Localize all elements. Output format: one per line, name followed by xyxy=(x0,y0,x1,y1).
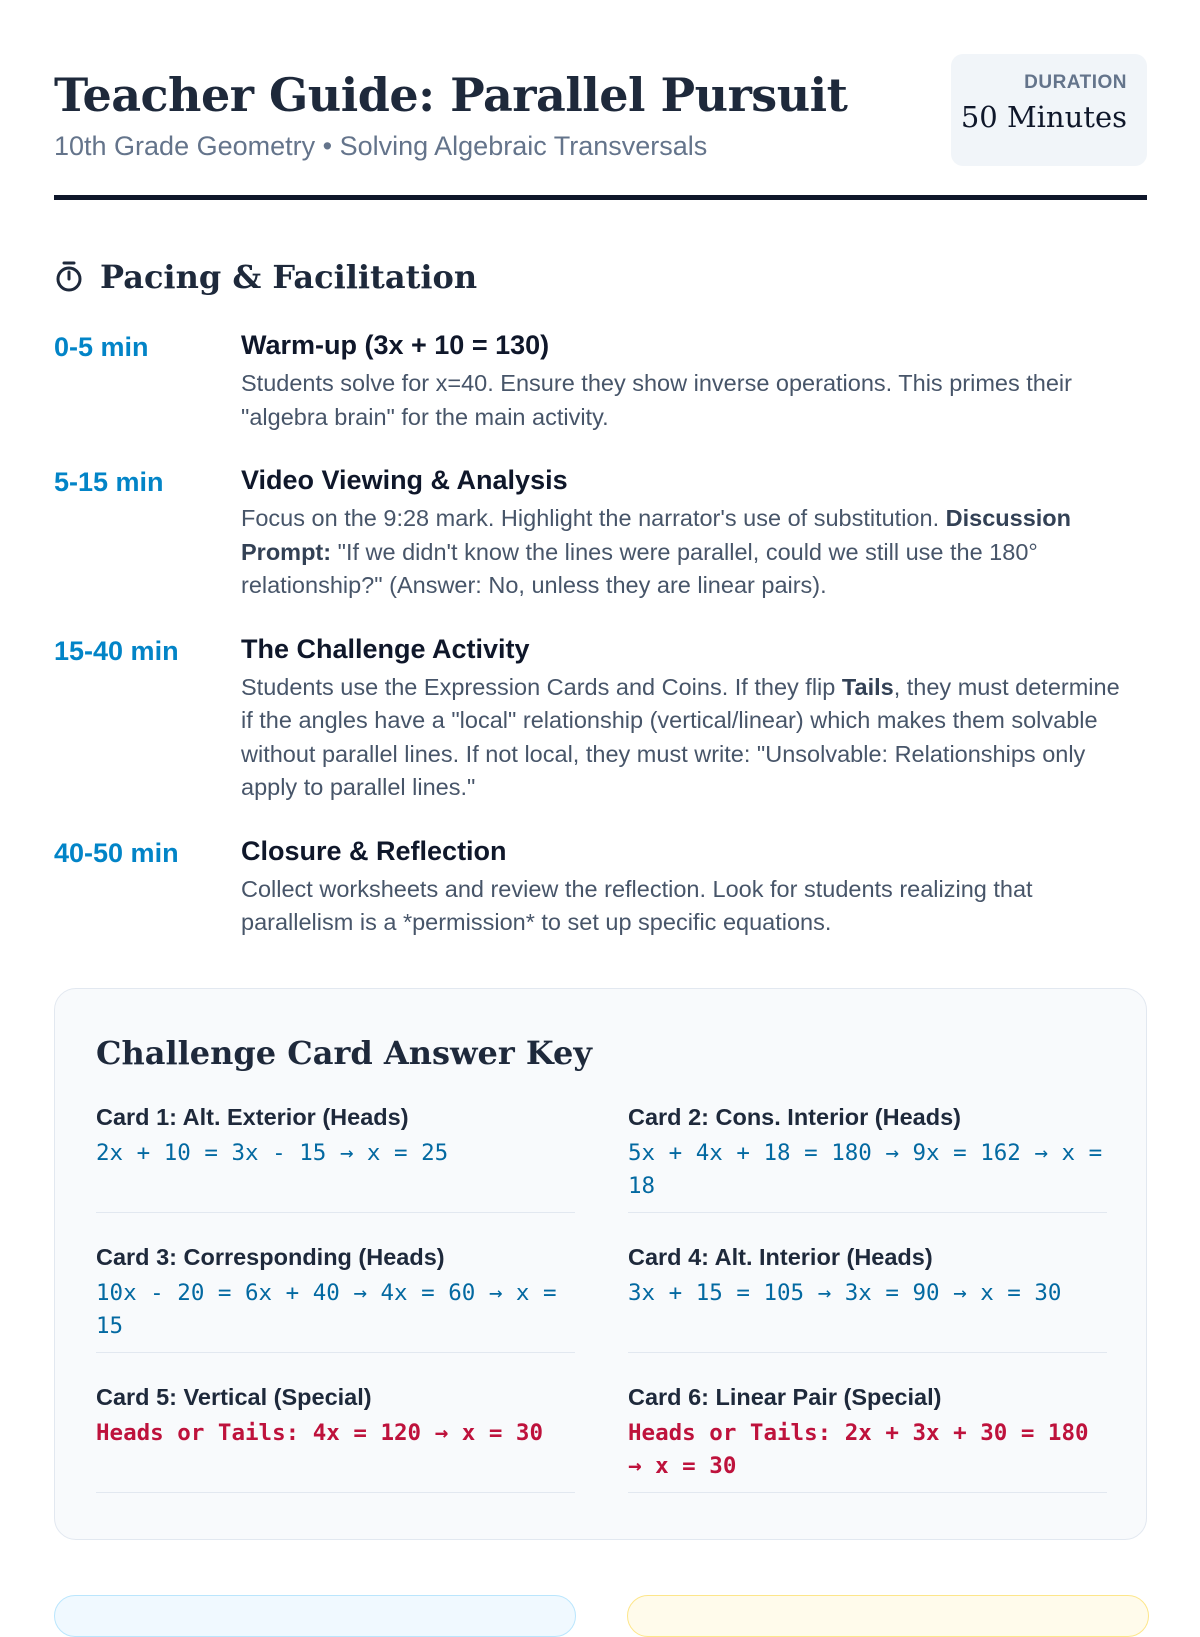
step-description: Collect worksheets and review the reflection. Look for students realizing that parallelism is a *permission* to set up specific equations. xyxy=(241,875,1033,935)
answer-key-title: Challenge Card Answer Key xyxy=(96,1034,592,1072)
step-title: Closure & Reflection xyxy=(241,835,507,866)
info-box-partial xyxy=(54,1595,576,1637)
card-title: Card 2: Cons. Interior (Heads) xyxy=(628,1104,961,1130)
step-description: Students solve for x=40. Ensure they show inverse operations. This primes their "algebra brain" for the main activity. xyxy=(241,370,1072,430)
teacher-guide-page xyxy=(54,0,1147,1479)
answer-card xyxy=(96,1384,575,1493)
answer-key-panel xyxy=(54,988,1147,1540)
timeline-row xyxy=(54,634,1147,805)
step-title: Warm-up (3x + 10 = 130) xyxy=(241,330,550,360)
card-solution: 10x - 20 = 6x + 40 → 4x = 60 → x = 15 xyxy=(96,1280,557,1339)
card-title: Card 3: Corresponding (Heads) xyxy=(96,1244,445,1270)
note-box-partial xyxy=(627,1595,1149,1637)
duration-value: 50 Minutes xyxy=(960,100,1127,134)
time-range: 40-50 min xyxy=(54,837,179,868)
answer-card xyxy=(628,1104,1107,1213)
tails-emphasis: Tails xyxy=(841,673,894,700)
answer-card xyxy=(628,1384,1107,1493)
card-solution: 3x + 15 = 105 → 3x = 90 → x = 30 xyxy=(628,1280,1062,1306)
card-solution-special: Heads or Tails: 2x + 3x + 30 = 180 → x = 30 xyxy=(628,1420,1089,1479)
step-description: Focus on the 9:28 mark. Highlight the narrator's use of substitution. Discussion Prompt: "If we didn't know the lines were parallel, could we still use the 180° relationship?" (Answer: No, unless they are linear pairs). xyxy=(241,505,1072,598)
card-title: Card 1: Alt. Exterior (Heads) xyxy=(96,1104,409,1130)
pacing-timeline xyxy=(54,330,1147,971)
duration-label: DURATION xyxy=(1024,72,1127,93)
card-title: Card 4: Alt. Interior (Heads) xyxy=(628,1244,933,1270)
answer-card xyxy=(96,1104,575,1213)
pacing-heading xyxy=(54,258,477,296)
card-title: Card 6: Linear Pair (Special) xyxy=(628,1384,942,1410)
card-solution: 5x + 4x + 18 = 180 → 9x = 162 → x = 18 xyxy=(628,1140,1103,1199)
card-solution-special: Heads or Tails: 4x = 120 → x = 30 xyxy=(96,1420,544,1446)
pacing-title: Pacing & Facilitation xyxy=(100,258,478,296)
page-subtitle: 10th Grade Geometry • Solving Algebraic Transversals xyxy=(54,131,708,161)
timeline-row xyxy=(54,836,1147,940)
header-divider xyxy=(54,195,1147,200)
answer-card xyxy=(96,1244,575,1353)
time-range: 15-40 min xyxy=(54,635,179,666)
step-title: Video Viewing & Analysis xyxy=(241,465,568,495)
time-range: 5-15 min xyxy=(54,467,164,497)
page-title: Teacher Guide: Parallel Pursuit xyxy=(54,68,848,122)
duration-badge xyxy=(951,54,1147,166)
header xyxy=(54,0,1147,200)
stopwatch-icon xyxy=(54,260,84,294)
timeline-row xyxy=(54,465,1147,603)
timeline-row xyxy=(54,330,1147,434)
card-title: Card 5: Vertical (Special) xyxy=(96,1384,372,1410)
answer-card xyxy=(628,1244,1107,1353)
discussion-prompt-label: Discussion Prompt: xyxy=(241,505,1072,565)
time-range: 0-5 min xyxy=(54,332,149,362)
step-title: The Challenge Activity xyxy=(241,633,530,664)
step-description: Students use the Expression Cards and Coins. If they flip Tails, they must determine if the angles have a "local" relationship (vertical/linear) which makes them solvable without parallel lines. If not local, they must write: "Unsolvable: Relationships only apply to parallel lines." xyxy=(241,673,1120,800)
card-solution: 2x + 10 = 3x - 15 → x = 25 xyxy=(96,1140,449,1166)
